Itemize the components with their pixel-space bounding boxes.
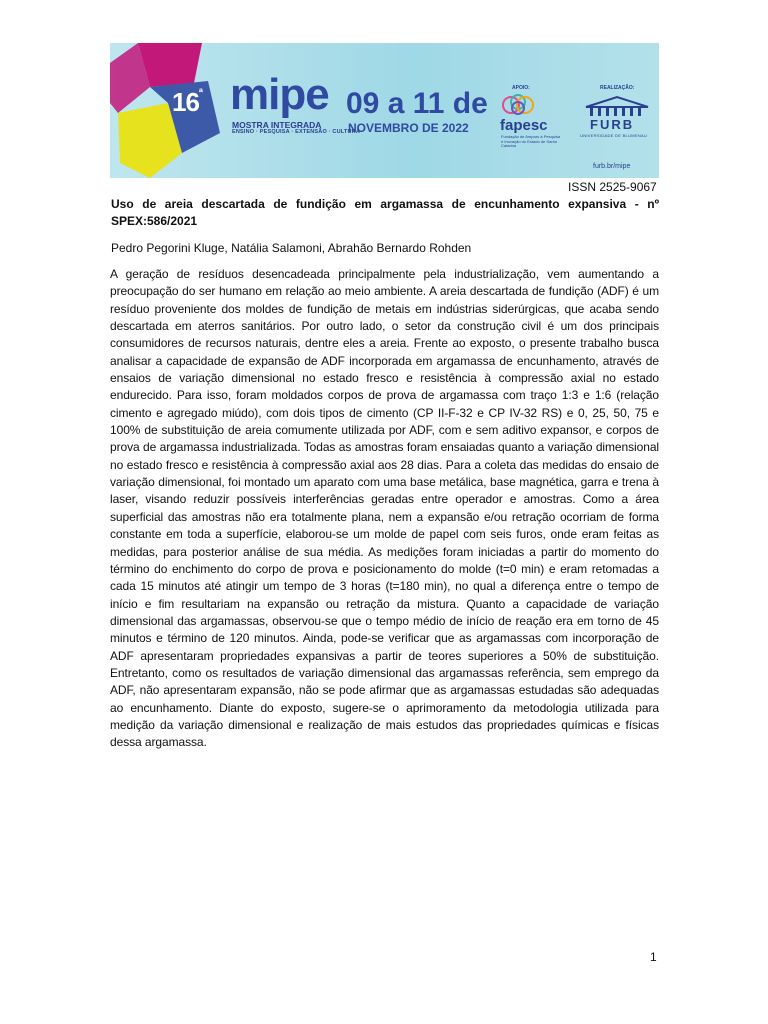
event-date: 09 a 11 de [346, 87, 488, 120]
organizer-label: REALIZAÇÃO: [600, 85, 635, 91]
event-banner [110, 43, 659, 178]
furb-building-icon [582, 95, 652, 117]
fapesc-description: Fundação de Amparo à Pesquisa e Inovação do Estado de Santa Catarina [501, 134, 561, 149]
paper-abstract: A geração de resíduos desencadeada principalmente pela industrialização, vem aumentando a preocupação do ser humano em relação ao meio ambiente. A areia descartada de fundição (ADF) é um resíduo proveniente dos moldes de fundição de metais em indústrias siderúrgicas, que acaba sendo descartada em aterros sanitários. Por outro lado, o setor da construção civil é um dos principais consumidores de recursos naturais, dentre eles a areia. Frente ao exposto, o presente trabalho busca analisar a capacidade de expansão de ADF incorporada em argamassa de encunhamento, através de ensaios de variação dimensional no estado fresco e resistência à compressão axial no estado endurecido. Para isso, foram moldados corpos de prova de argamassa com traço 1:3 e 1:6 (relação cimento e agregado miúdo), com dois tipos de cimento (CP II-F-32 e CP IV-32 RS) e 0, 25, 50, 75 e 100% de substituição de areia comumente utilizada por ADF, com e sem aditivo expansor, e corpos de prova de argamassa industrializada. Todas as amostras foram ensaiadas quanto a variação dimensional no estado fresco e resistência à compressão axial aos 28 dias. Para a coleta das medidas do ensaio de variação dimensional, foi montado um aparato com uma base metálica, base magnética, garra e trena à laser, visando reduzir possíveis interferências geradas entre operador e amostras. Como a área superficial das amostras não era totalmente plana, nem a expansão e/ou retração ocorriam de forma constante em toda a superfície, elaborou-se um molde de papel com seis furos, onde eram feitas as medidas, para posterior análise de sua média. As medições foram iniciadas a partir do momento do término do enchimento do corpo de prova e posicionamento do molde (t=0 min) e eram retomadas a cada 15 minutos até atingir um tempo de 3 horas (t=180 min), no qual a diferença entre o tempo de início e fim resultariam na expansão ou retração da mistura. Quanto a capacidade de variação dimensional das argamassas, observou-se que o tempo médio de início de reação era em torno de 45 minutos e término de 120 minutos. Ainda, pode-se verificar que as argamassas com incorporação de ADF apresentaram propriedades expansivas a partir de teores superiores a 50% de substituição. Entretanto, como os resultados de variação dimensional das argamassas referência, sem emprego da ADF, não apresentaram expansão, não se pode afirmar que as argamassas estudadas são adequadas ao encunhamento. Diante do exposto, sugere-se o aprimoramento da metodologia utilizada para medição da variação dimensional e realização de mais estudos das propriedades químicas e físicas dessa argamassa. [110, 267, 659, 750]
paper-title: Uso de areia descartada de fundição em argamassa de encunhamento expansiva - nº SPEX:586/2021 [111, 197, 659, 228]
event-logo-text: mipe [230, 70, 329, 119]
event-month-year: NOVEMBRO DE 2022 [348, 121, 469, 135]
event-subtitle [232, 121, 360, 136]
paper-authors: Pedro Pegorini Kluge, Natália Salamoni, Abrahão Bernardo Rohden [111, 241, 472, 255]
fapesc-logo-text: fapesc [500, 117, 548, 134]
event-subtitle-main: MOSTRA INTEGRADA [232, 120, 322, 130]
page-number: 1 [650, 950, 657, 964]
furb-description: UNIVERSIDADE DE BLUMENAU [580, 133, 648, 138]
support-label: APOIO: [512, 85, 530, 91]
issn: ISSN 2525-9067 [568, 180, 657, 194]
event-url: furb.br/mipe [593, 163, 631, 170]
edition-number [172, 87, 202, 118]
event-tagline: ENSINO · PESQUISA · EXTENSÃO · CULTURA [232, 128, 360, 135]
edition-value: 16 [172, 87, 199, 117]
furb-logo-text: FURB [590, 117, 635, 132]
fapesc-brain-icon [502, 93, 534, 117]
edition-suffix: ª [198, 87, 202, 99]
